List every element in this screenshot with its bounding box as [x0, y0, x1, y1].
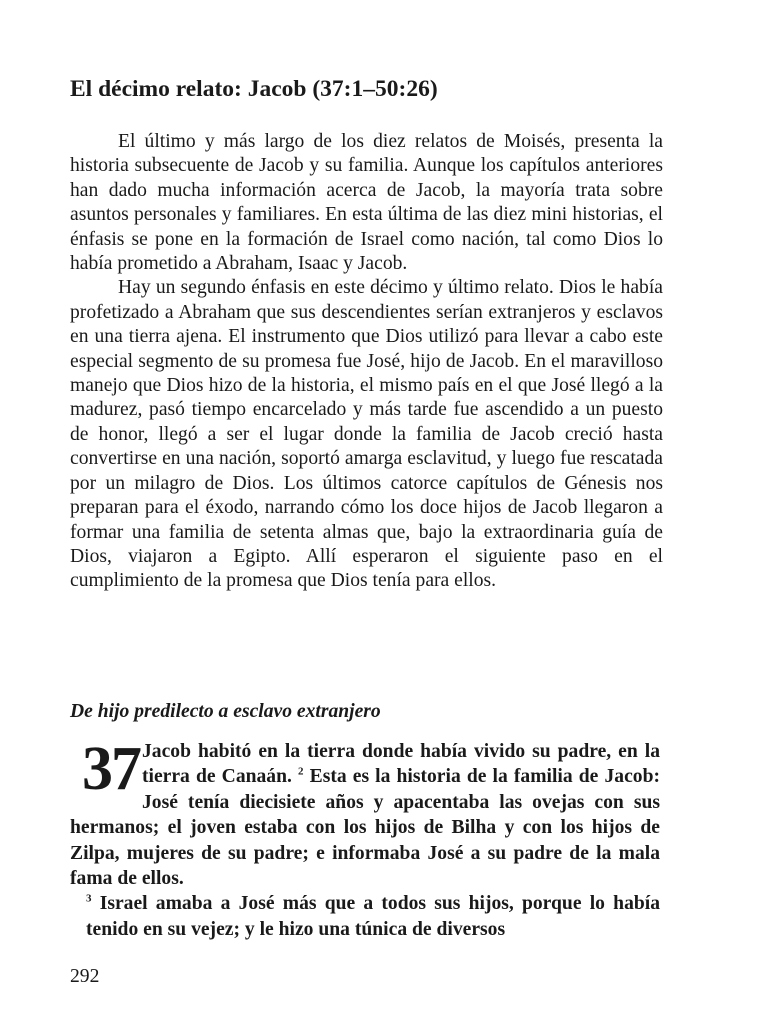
chapter-number: 37: [82, 735, 140, 803]
verse-1-text: Jacob habitó en la tierra donde había vivido su padre, en la tierra de Canaán.: [142, 741, 660, 788]
page-number: 292: [70, 966, 100, 987]
verse-3-number: 3: [86, 892, 92, 905]
verse-2-text: Esta es la historia de la familia de Jacob: José tenía diecisiete años y apacentaba las ovejas con sus hermanos; el joven estaba con los hijos de Bilha y con los hijos de Zilpa, mujeres de su padre; e informaba José a su padre de la mala fama de ellos.: [70, 766, 660, 890]
verse-2-number: 2: [298, 765, 304, 778]
commentary-body: [70, 130, 663, 594]
verses-block: [70, 735, 660, 891]
paragraph-2: Hay un segundo énfasis en este décimo y último relato. Dios le había profetizado a Abraham que sus descendientes serían extranjeros y esclavos en una tierra ajena. El instrumento que Dios utilizó para llevar a cabo este especial segmento de su promesa fue José, hijo de Jacob. En el maravilloso manejo que Dios hizo de la historia, el mismo país en el que José llegó a la madurez, pasó tiempo encarcelado y más tarde fue ascendido a un puesto de honor, llegó a ser el lugar donde la familia de Jacob creció hasta convertirse en una nación, soportó amarga esclavitud, y luego fue rescatada por un milagro de Dios. Los últimos catorce capítulos de Génesis nos preparan para el éxodo, narrando cómo los doce hijos de Jacob llegaron a formar una familia de setenta almas que, bajo la extraordinaria guía de Dios, viajaron a Egipto. Allí esperaron el siguiente paso en el cumplimiento de la promesa que Dios tenía para ellos.: [70, 277, 663, 592]
verse-3: [70, 891, 660, 942]
subsection-heading: De hijo predilecto a esclavo extranjero: [70, 701, 381, 722]
paragraph-1: El último y más largo de los diez relatos de Moisés, presenta la historia subsecuente de Jacob y su familia. Aunque los capítulos anteriores han dado mucha información acerca de Jacob, la mayoría trata sobre asuntos personales y familiares. En esta última de las diez mini historias, el énfasis se pone en la formación de Israel como nación, tal como Dios lo había prometido a Abraham, Isaac y Jacob.: [70, 131, 663, 275]
verse-3-text: Israel amaba a José más que a todos sus hijos, porque lo había tenido en su vejez; y le hizo una túnica de diversos: [86, 893, 661, 940]
section-heading: El décimo relato: Jacob (37:1–50:26): [70, 76, 438, 102]
scripture-text: [70, 735, 661, 942]
